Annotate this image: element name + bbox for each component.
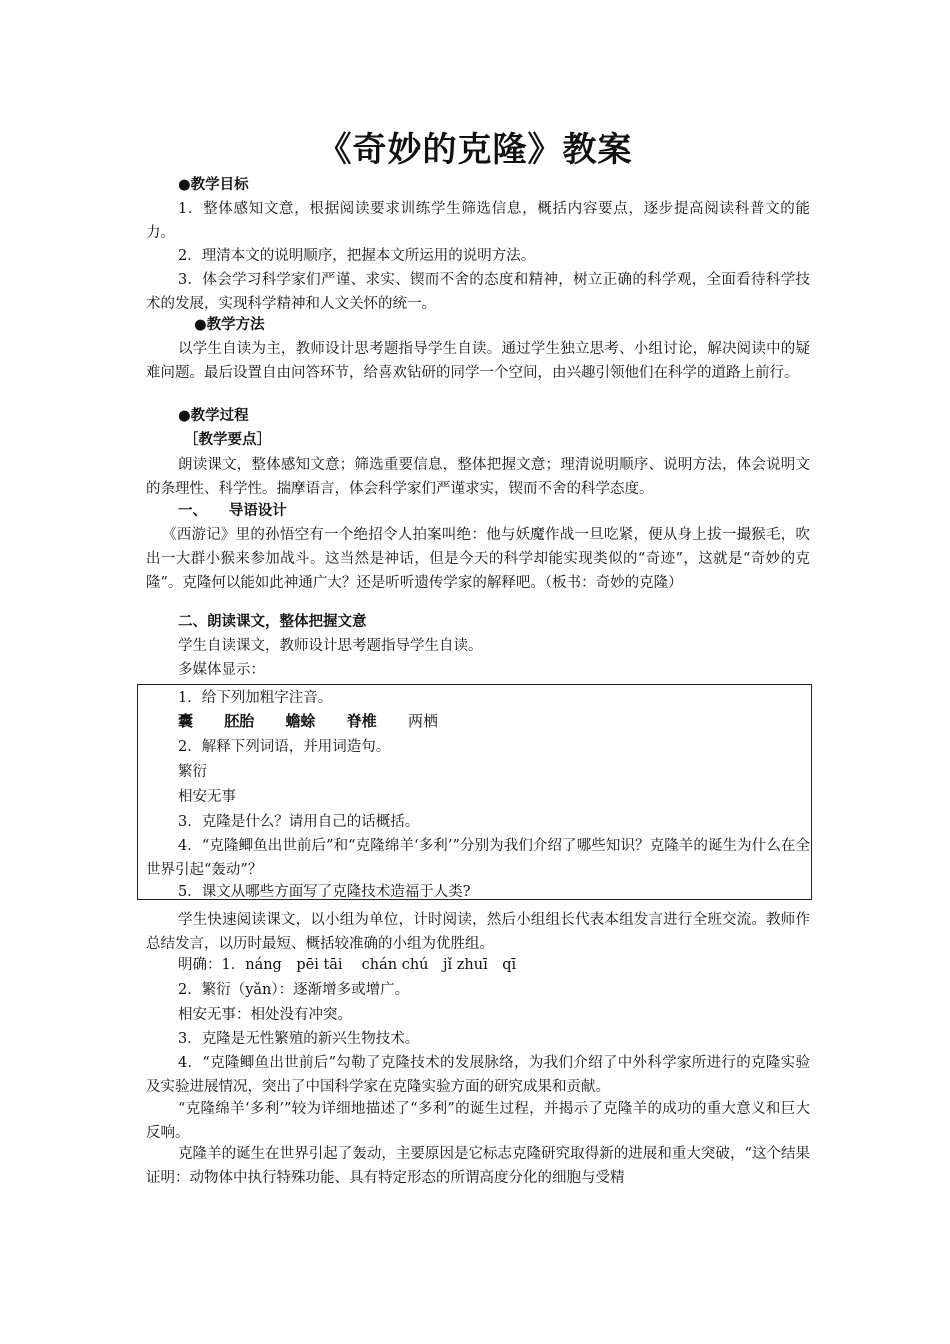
question-1: 1．给下列加粗字注音。 — [178, 690, 333, 706]
word-2: 胚胎 — [224, 712, 255, 730]
goal-3: 3．体会学习科学家们严谨、求实、锲而不舍的态度和精神，树立正确的科学观，全面看待科学技术的发展，实现科学精神和人文关怀的统一。 — [146, 272, 810, 312]
word-1: 囊 — [178, 712, 194, 730]
method-heading: ●教学方法 — [194, 317, 265, 333]
word-3: 蟾蜍 — [285, 712, 316, 730]
question-2: 2．解释下列词语，并用词造句。 — [178, 739, 391, 755]
read-text-2: 多媒体显示： — [178, 662, 265, 678]
word-xiangan: 相安无事 — [178, 789, 236, 805]
word-5: 两栖 — [408, 712, 439, 730]
read-text-1: 学生自读课文，教师设计思考题指导学生自读。 — [178, 638, 483, 654]
question-4: 4．“克隆鲫鱼出世前后”和“克隆绵羊‘多利’”分别为我们介绍了哪些知识？克隆羊的诞生为什么在全世界引起“轰动”？ — [146, 838, 810, 878]
pronunciation-words — [178, 710, 464, 731]
answer-4: 4．“克隆鲫鱼出世前后”勾勒了克隆技术的发展脉络，为我们介绍了中外科学家所进行的克隆实验及实验进展情况，突出了中国科学家在克隆实验方面的研究成果和贡献。 — [146, 1055, 810, 1095]
goal-2: 2．理清本文的说明顺序，把握本文所运用的说明方法。 — [178, 248, 536, 264]
keypoints-text: 朗读课文，整体感知文意；筛选重要信息，整体把握文意；理清说明顺序、说明方法，体会说明文的条理性、科学性。揣摩语言，体会科学家们严谨求实，锲而不舍的科学态度。 — [146, 457, 810, 497]
answer-pinyin: 明确：1．náng pēi tāi chán chú jǐ zhuī qī — [178, 957, 517, 973]
keypoints-heading: ［教学要点］ — [184, 432, 271, 448]
question-3: 3．克隆是什么？请用自己的话概括。 — [178, 814, 420, 830]
method-text: 以学生自读为主，教师设计思考题指导学生自读。通过学生独立思考、小组讨论，解决阅读中的疑难问题。最后设置自由问答环节，给喜欢钻研的同学一个空间，由兴趣引领他们在科学的道路上前行。 — [146, 341, 810, 381]
goals-heading: ●教学目标 — [178, 177, 249, 193]
intro-text: 《西游记》里的孙悟空有一个绝招令人拍案叫绝：他与妖魔作战一旦吃紧，便从身上拔一撮猴毛，吹出一大群小猴来参加战斗。这当然是神话，但是今天的科学却能实现类似的“奇迹”，这就是“奇妙的克隆”。克隆何以能如此神通广大？还是听听遗传学家的解释吧。（板书：奇妙的克隆） — [146, 527, 810, 591]
word-4: 脊椎 — [346, 712, 377, 730]
after-paragraph-1: 学生快速阅读课文，以小组为单位，计时阅读，然后小组组长代表本组发言进行全班交流。教师作总结发言，以历时最短、概括较准确的小组为优胜组。 — [146, 912, 810, 952]
answer-3: 3．克隆是无性繁殖的新兴生物技术。 — [178, 1031, 420, 1047]
intro-heading: 一、 导语设计 — [178, 503, 287, 519]
word-fanyan: 繁衍 — [178, 764, 207, 780]
document-title: 《奇妙的克隆》教案 — [317, 130, 633, 170]
answer-2b: 相安无事：相处没有冲突。 — [178, 1007, 352, 1023]
process-heading: ●教学过程 — [178, 408, 249, 424]
answer-2: 2．繁衍（yǎn）：逐渐增多或增广。 — [178, 982, 410, 998]
goal-1: 1．整体感知文意，根据阅读要求训练学生筛选信息，概括内容要点，逐步提高阅读科普文的能力。 — [146, 201, 810, 241]
question-5: 5．课文从哪些方面写了克隆技术造福于人类? — [178, 884, 471, 900]
answer-4b: “克隆绵羊‘多利’”较为详细地描述了“多利”的诞生过程，并揭示了克隆羊的成功的重大意义和巨大反响。 — [146, 1101, 810, 1141]
read-heading: 二、朗读课文，整体把握文意 — [178, 614, 367, 630]
answer-4c: 克隆羊的诞生在世界引起了轰动，主要原因是它标志克隆研究取得新的进展和重大突破，“这个结果证明：动物体中执行特殊功能、具有特定形态的所谓高度分化的细胞与受精 — [146, 1146, 810, 1186]
